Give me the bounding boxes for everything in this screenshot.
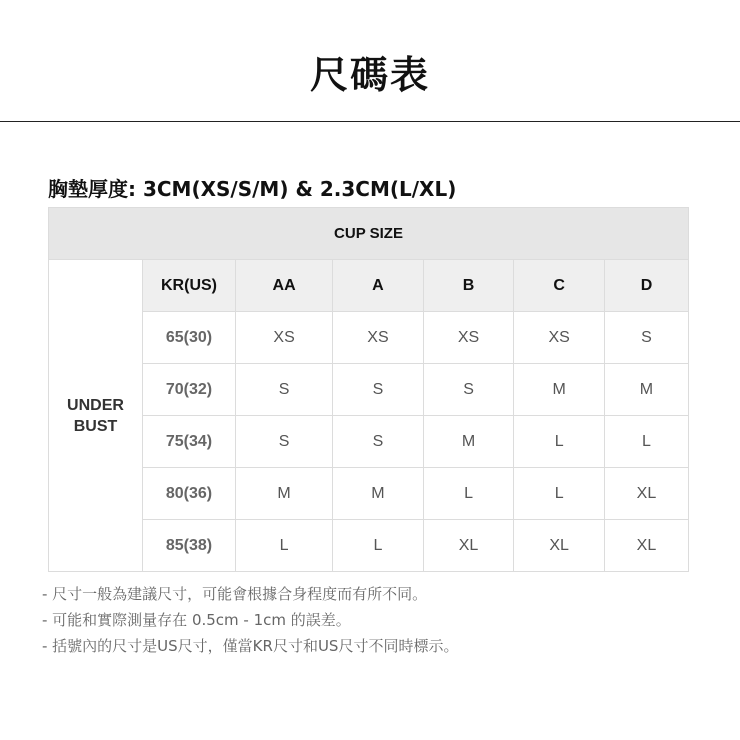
column-header-a: A	[333, 260, 424, 312]
size-cell: XL	[604, 468, 688, 520]
band-size-cell: 65(30)	[143, 312, 236, 364]
size-cell: M	[333, 468, 424, 520]
band-size-cell: 70(32)	[143, 364, 236, 416]
size-cell: S	[333, 416, 424, 468]
size-chart-table	[48, 207, 689, 572]
size-cell: XL	[514, 520, 605, 572]
under-bust-label-line2: BUST	[73, 417, 118, 435]
size-cell: XS	[236, 312, 333, 364]
under-bust-label-line1: UNDER	[67, 396, 124, 414]
size-cell: M	[423, 416, 514, 468]
table-row	[49, 364, 689, 416]
title-divider	[0, 121, 740, 122]
size-cell: M	[514, 364, 605, 416]
size-cell: S	[423, 364, 514, 416]
column-header-kr-us: KR(US)	[143, 260, 236, 312]
size-cell: L	[514, 468, 605, 520]
table-row	[49, 468, 689, 520]
size-cell: XS	[423, 312, 514, 364]
size-cell: S	[236, 364, 333, 416]
table-row	[49, 520, 689, 572]
size-cell: S	[333, 364, 424, 416]
note-item: - 尺寸一般為建議尺寸，可能會根據合身程度而有所不同。	[42, 585, 428, 603]
size-cell: L	[604, 416, 688, 468]
size-cell: XS	[333, 312, 424, 364]
table-row	[49, 312, 689, 364]
column-header-d: D	[604, 260, 688, 312]
under-bust-label	[49, 260, 143, 572]
size-cell: S	[236, 416, 333, 468]
size-cell: L	[423, 468, 514, 520]
table-row	[49, 416, 689, 468]
band-size-cell: 85(38)	[143, 520, 236, 572]
page-title: 尺碼表	[309, 53, 430, 97]
band-size-cell: 80(36)	[143, 468, 236, 520]
note-item: - 括號內的尺寸是US尺寸，僅當KR尺寸和US尺寸不同時標示。	[42, 637, 459, 655]
size-cell: XL	[423, 520, 514, 572]
size-cell: L	[514, 416, 605, 468]
size-cell: XL	[604, 520, 688, 572]
header-row	[49, 260, 689, 312]
size-cell: L	[333, 520, 424, 572]
column-header-b: B	[423, 260, 514, 312]
size-cell: M	[604, 364, 688, 416]
column-header-aa: AA	[236, 260, 333, 312]
notes-list	[42, 581, 458, 659]
note-item: - 可能和實際測量存在 0.5cm - 1cm 的誤差。	[42, 611, 351, 629]
cup-size-header: CUP SIZE	[49, 208, 689, 260]
band-size-cell: 75(34)	[143, 416, 236, 468]
size-cell: M	[236, 468, 333, 520]
pad-thickness-text: 胸墊厚度: 3CM(XS/S/M) & 2.3CM(L/XL)	[48, 177, 457, 201]
column-header-c: C	[514, 260, 605, 312]
size-cell: XS	[514, 312, 605, 364]
size-cell: S	[604, 312, 688, 364]
size-cell: L	[236, 520, 333, 572]
